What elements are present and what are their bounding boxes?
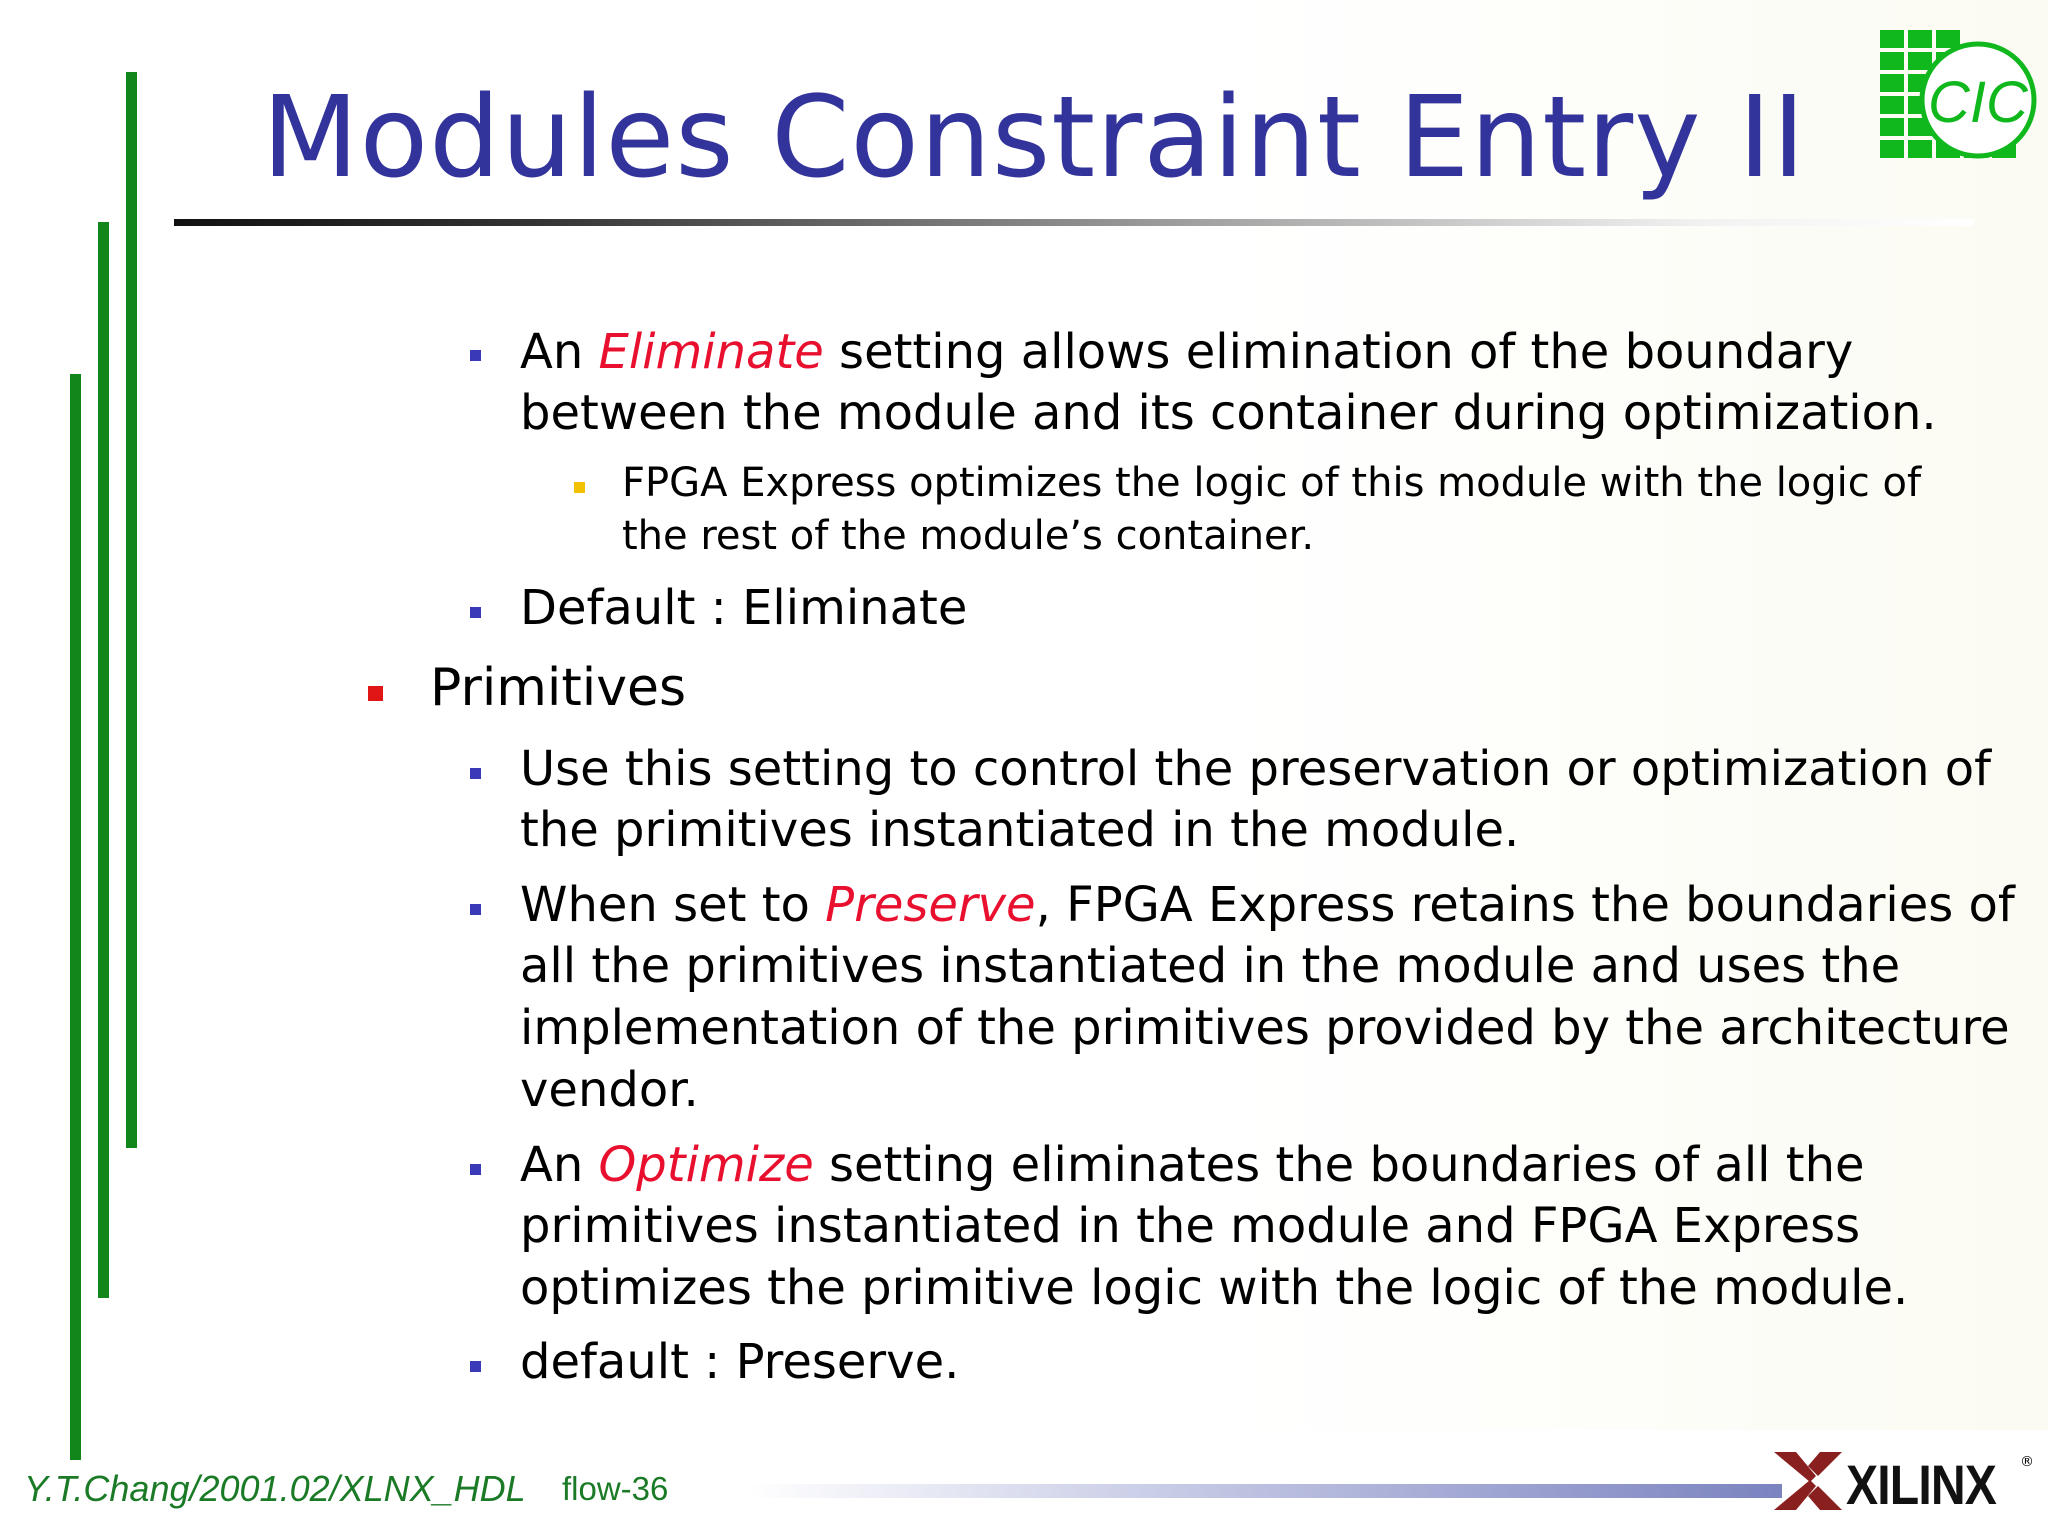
- bullet-text-line: the primitives instantiated in the module.: [520, 802, 1520, 858]
- bullet-marker: [470, 768, 481, 779]
- bullet-text-line: primitives instantiated in the module and FPGA Express: [520, 1198, 1861, 1254]
- bullet-marker: [470, 1164, 481, 1175]
- decorative-bar-3: [70, 374, 81, 1460]
- bullet-marker: [470, 1361, 481, 1372]
- bullet-text-line: vendor.: [520, 1062, 699, 1118]
- title-underline: [174, 219, 1974, 226]
- footer-author: Y.T.Chang/2001.02/XLNX_HDL: [24, 1468, 526, 1509]
- sub-bullet-text-line: the rest of the module’s container.: [622, 513, 1315, 559]
- bullet-text-line: between the module and its container during optimization.: [520, 385, 1937, 441]
- emphasis-preserve: Preserve: [825, 877, 1036, 933]
- bullet-text-line: implementation of the primitives provided by the architecture: [520, 1000, 2010, 1056]
- bullet-text-line: optimizes the primitive logic with the logic of the module.: [520, 1260, 1909, 1316]
- cic-logo-icon: [1880, 30, 2040, 172]
- bullet-text-line: An Optimize setting eliminates the boundaries of all the: [520, 1137, 1865, 1193]
- emphasis-eliminate: Eliminate: [598, 324, 824, 380]
- bullet-marker: [470, 350, 481, 361]
- sub-bullet-marker: [574, 482, 585, 493]
- bullet-text-line: Use this setting to control the preservation or optimization of: [520, 741, 1992, 797]
- decorative-bar-2: [98, 222, 109, 1298]
- bullet-text-line: default : Preserve.: [520, 1334, 960, 1390]
- xilinx-logo-text: XILINX: [1846, 1453, 1997, 1516]
- top-bullet-marker: [368, 686, 383, 701]
- bullet-marker: [470, 607, 481, 618]
- emphasis-optimize: Optimize: [598, 1137, 814, 1193]
- registered-mark: ®: [2020, 1454, 2034, 1470]
- top-bullet-text: Primitives: [430, 658, 687, 718]
- bullet-text-line: Default : Eliminate: [520, 580, 968, 636]
- bullet-marker: [470, 904, 481, 915]
- footer-page-number: flow-36: [562, 1470, 669, 1507]
- bullet-text-line: An Eliminate setting allows elimination of the boundary: [520, 324, 1854, 380]
- decorative-bar-1: [126, 72, 137, 1148]
- bullet-text-line: When set to Preserve, FPGA Express retains the boundaries of: [520, 877, 2015, 933]
- footer-gradient-bar: [748, 1484, 1782, 1498]
- bullet-text-line: all the primitives instantiated in the module and uses the: [520, 938, 1901, 994]
- slide-title: Modules Constraint Entry II: [262, 73, 1807, 203]
- cic-logo-text: CIC: [1928, 70, 2028, 135]
- sub-bullet-text-line: FPGA Express optimizes the logic of this module with the logic of: [622, 460, 1922, 506]
